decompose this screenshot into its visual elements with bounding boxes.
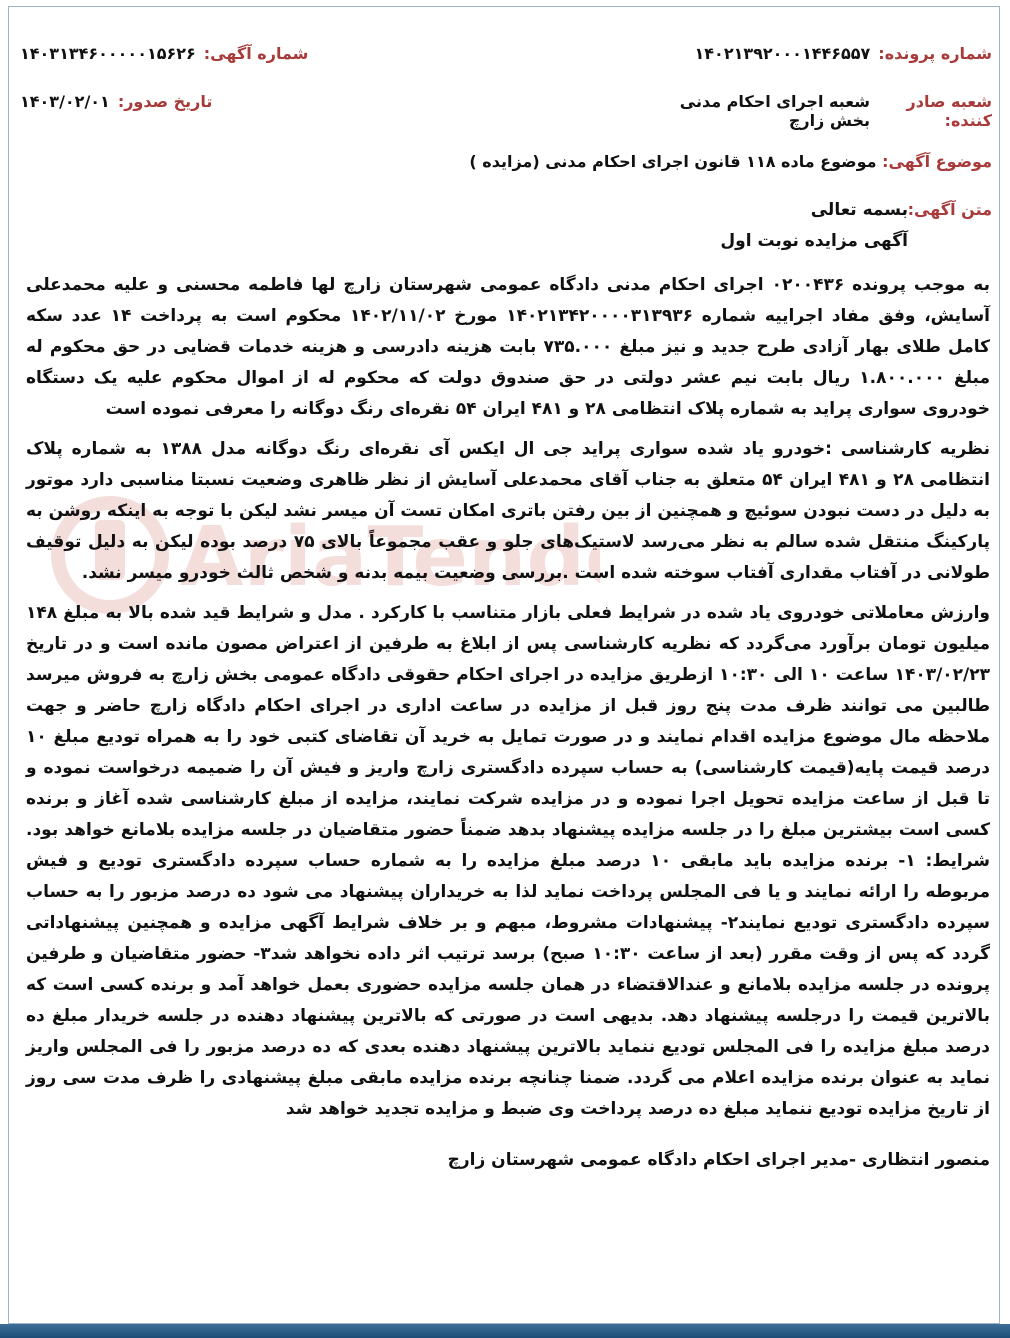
notice-number [20,44,308,63]
notice-subject [20,152,992,171]
text-intro-title: آگهی مزایده نوبت اول [720,231,908,251]
case-number [642,44,992,63]
watermark-text: AriaTend [180,510,586,605]
text-intro-basmala: بسمه تعالی [810,200,908,220]
subject-value: موضوع ماده ۱۱۸ قانون اجرای احکام مدنی (مزایده ) [469,152,877,171]
text-label: متن آگهی: [907,200,992,219]
subject-label: موضوع آگهی: [882,152,992,171]
case-number-label: شماره پرونده: [878,44,992,63]
issuer-label: شعبه صادر کننده: [906,92,992,130]
header-row-1 [20,44,992,63]
issue-date [20,92,212,130]
body-paragraph-3: وارزش معاملاتی خودروی یاد شده در شرایط فعلی بازار متناسب با کارکرد . مدل و شرایط قید شده بالا به مبلغ ۱۴۸ میلیون تومان برآورد می‌گردد که نظریه کارشناسی پس از ابلاغ به طرفین از اعتراض مصون مانده است و در تاریخ ۱۴۰۳/۰۲/۲۳ ساعت ۱۰ الی ۱۰:۳۰ ازطریق مزایده در اجرای احکام حقوقی دادگاه عمومی بخش زارچ به فروش میرسد طالبین می توانند ظرف مدت پنج روز قبل از مزایده در ساعت اداری در اجرای احکام دادگاه زارچ حاضر و جهت ملاحظه مال موضوع مزایده اقدام نمایند و در صورت تمایل به خرید آن تقاضای کتبی خود را به همراه تودیع مبلغ ۱۰ درصد قیمت پایه(قیمت کارشناسی) به حساب سپرده دادگستری زارچ واریز و فیش آن را ضمیمه درخواست نموده و تا قبل از ساعت مزایده تحویل اجرا نموده و در مزایده شرکت نمایند، مزایده از مبلغ کارشناسی شده آغاز و برنده کسی است بیشترین مبلغ را در جلسه مزایده پیشنهاد بدهد ضمناً حضور متقاضیان در جلسه مزایده بلامانع خواهد بود. شرایط: ۱- برنده مزایده باید مابقی ۱۰ درصد مبلغ مزایده را به شماره حساب سپرده دادگستری تودیع و فیش مربوطه را ارائه نمایند و یا فی المجلس پرداخت نماید لذا به خریداران پیشنهاد می شود ده درصد مزبور را به حساب سپرده دادگستری تودیع نمایند۲- پیشنهادات مشروط، مبهم و بر خلاف شرایط آگهی مزایده و همچنین پیشنهاداتی گردد که پس از وقت مقرر (بعد از ساعت ۱۰:۳۰ صبح) برسد ترتیب اثر داده نخواهد شد۳- حضور متقاضیان و طرفین پرونده در جلسه مزایده بلامانع و عندالاقتضاء در همان جلسه مزایده حضوری بعمل خواهد آمد و برنده کسی است که بالاترین قیمت را درجلسه پیشنهاد دهد. بدیهی است در صورتی که بالاترین پیشنهاد دهنده در جلسه خریدار مبلغ ده درصد مبلغ مزایده را فی المجلس تودیع ننماید بالاترین پیشنهاد دهنده بعدی که ده درصد مزبور را فی المجلس واریز نماید به عنوان برنده مزایده اعلام می گردد. ضمنا چنانچه برنده مزایده مابقی مبلغ پیشنهادی را ظرف مدت سی روز از تاریخ مزایده تودیع ننماید مبلغ ده درصد پرداخت وی ضبط و مزایده تجدید خواهد شد [26,603,991,1119]
signature: منصور انتظاری -مدیر اجرای احکام دادگاه عمومی شهرستان زارچ [447,1150,990,1170]
body-paragraph-2: نظریه کارشناسی :خودرو یاد شده سواری پراید جی ال ایکس آی نقره‌ای رنگ دوگانه مدل ۱۳۸۸ به شماره پلاک انتظامی ۲۸ و ۴۸۱ ایران ۵۴ متعلق به جناب آقای محمدعلی آسایش از نظر ظاهری وضعیت نسبتا مناسبی دارد موتور به دلیل در دست نبودن سوئیچ و همچنین از بین رفتن باتری امکان تست آن میسر نشد لیکن با توجه به اینکه روشن به پارکینگ منتقل شده سالم به نظر می‌رسد لاستیک‌های جلو و عقب مجموعاً بالای ۷۵ درصد بوده لیکن به دلیل توقیف طولانی در آفتاب مقداری آفتاب سوخته شده است .بررسی وضعیت بیمه بدنه و شخص ثالث خودرو میسر نشد. [26,439,990,583]
header-row-2 [20,92,992,130]
issue-date-value: ۱۴۰۳/۰۲/۰۱ [20,92,110,111]
case-number-value: ۱۴۰۲۱۳۹۲۰۰۰۱۴۴۶۵۵۷ [694,44,871,63]
issuer [642,92,992,130]
body-paragraph-1: به موجب پرونده ۰۲۰۰۴۳۶ اجرای احکام مدنی دادگاه عمومی شهرستان زارچ لها فاطمه محسنی و علیه محمدعلی آسایش، وفق مفاد اجراییه شماره ۱۴۰۲۱۳۴۲۰۰۰۰۳۱۳۹۳۶ مورخ ۱۴۰۲/۱۱/۰۲ محکوم است به پرداخت ۱۴ عدد سکه کامل طلای بهار آزادی طرح جدید و نیز مبلغ ۷۳۵.۰۰۰ بابت هزینه دادرسی و هزینه خدمات قضایی در حق محکوم له مبلغ ۱.۸۰۰.۰۰۰ ریال بابت نیم عشر دولتی در حق صندوق دولت که محکوم له از اموال محکوم علیه یک دستگاه خودروی سواری پراید به شماره پلاک انتظامی ۲۸ و ۴۸۱ ایران ۵۴ نقره‌ای رنگ دوگانه را معرفی نموده است [26,275,991,419]
issuer-value: شعبه اجرای احکام مدنی بخش زارچ [679,92,870,130]
notice-number-value: ۱۴۰۳۱۳۴۶۰۰۰۰۰۱۵۶۲۶ [20,44,196,63]
issue-date-label: تاریخ صدور: [117,92,213,111]
notice-body [26,270,990,1134]
bottom-bar [0,1324,1010,1338]
notice-number-label: شماره آگهی: [203,44,309,63]
